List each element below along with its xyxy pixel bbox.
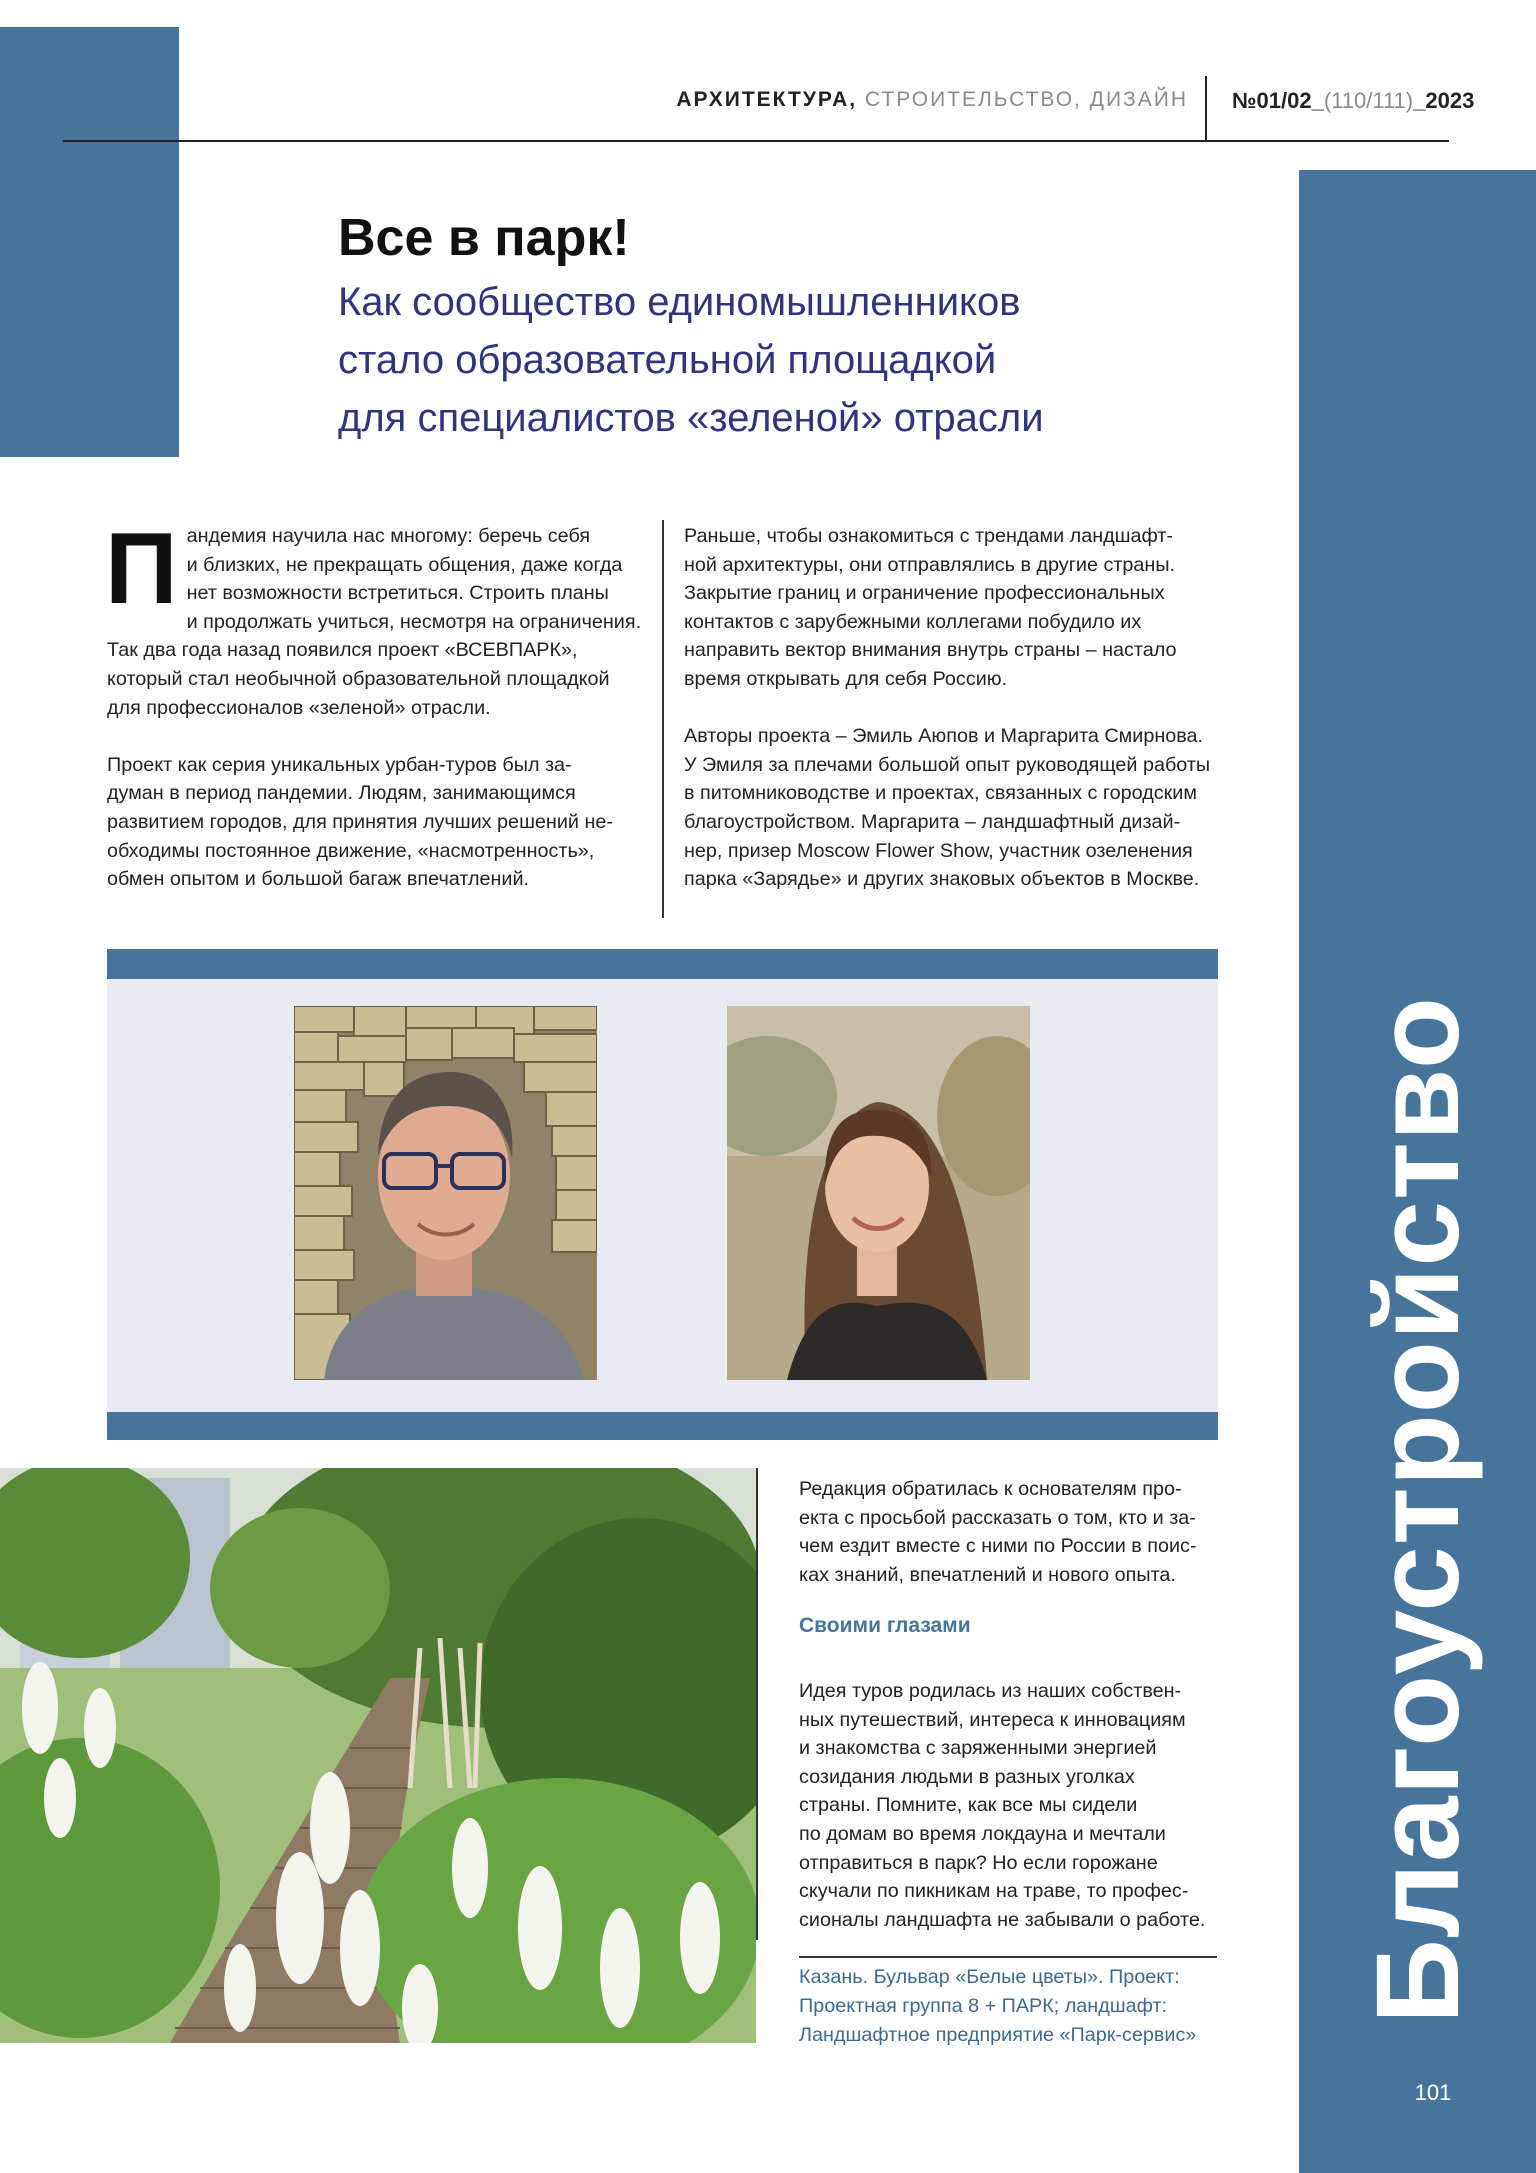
text-line: Проект как серия уникальных урбан-туров был за- <box>107 753 572 776</box>
subtitle-line: для специалистов «зеленой» отрасли <box>338 396 1044 440</box>
text-line: по домам во время локдауна и мечтали <box>799 1822 1166 1845</box>
text-line: думан в период пандемии. Людям, занимающимся <box>107 782 576 805</box>
issue-sep-2: _ <box>1413 88 1426 113</box>
text-line: обходимы постоянное движение, «насмотренность», <box>107 839 595 862</box>
text-line: ных путешествий, интереса к инновациям <box>799 1708 1186 1731</box>
paragraph <box>107 751 647 894</box>
text-line: Редакция обратилась к основателям про- <box>799 1478 1182 1500</box>
rubric-label <box>1299 960 1536 2060</box>
rubric-label-text: Благоустройство <box>1351 996 1484 2024</box>
photo-band-bottom-bar <box>107 1412 1218 1440</box>
intro-text-block <box>799 1475 1229 1589</box>
text-line: сионалы ландшафта не забывали о работе. <box>799 1908 1206 1931</box>
header-rule <box>63 140 1449 142</box>
subtitle-line: Как сообщество единомышленников <box>338 280 1021 324</box>
paragraph <box>799 1475 1229 1589</box>
text-line: и продолжать учиться, несмотря на ограничения. <box>186 610 642 633</box>
text-line: страны. Помните, как все мы сидели <box>799 1794 1138 1817</box>
paragraph <box>799 1677 1229 1934</box>
header-divider <box>1205 76 1207 140</box>
text-line: парка «Зарядье» и других знаковых объектов в Москве. <box>684 868 1200 891</box>
photo-caption <box>799 1963 1229 2050</box>
header-section-secondary: СТРОИТЕЛЬСТВО, ДИЗАЙН <box>857 88 1188 111</box>
text-line: скучали по пикникам на траве, то профес- <box>799 1880 1189 1903</box>
text-line: андемия научила нас многому: беречь себя <box>186 525 591 547</box>
text-line: направить вектор внимания внутрь страны – настало <box>684 639 1177 662</box>
article-subtitle <box>338 273 1238 447</box>
text-line: обмен опытом и большой багаж впечатлений. <box>107 868 530 891</box>
caption-line: Казань. Бульвар «Белые цветы». Проект: <box>799 1966 1180 1988</box>
text-line: нет возможности встретиться. Строить планы <box>186 582 609 605</box>
caption-line: Ландшафтное предприятие «Парк-сервис» <box>799 2024 1197 2046</box>
dropcap: П <box>105 513 178 625</box>
text-line: ках знаний, впечатлений и нового опыта. <box>799 1563 1176 1586</box>
text-line: нер, призер Moscow Flower Show, участник озеленения <box>684 839 1193 862</box>
text-line: в питомниководстве и проектах, связанных с городским <box>684 782 1197 805</box>
portrait-photo-emil <box>294 1006 597 1380</box>
page-number: 101 <box>1414 2080 1452 2105</box>
article-title: Все в парк! <box>338 209 630 267</box>
text-line: чем ездит вместе с ними по России в поис- <box>799 1535 1197 1558</box>
header-section-title <box>640 88 1188 112</box>
issue-year: 2023 <box>1425 88 1475 113</box>
paragraph <box>684 722 1229 894</box>
text-line: Раньше, чтобы ознакомиться с трендами ландшафт- <box>684 525 1174 547</box>
park-photo-kazan <box>0 1468 756 2043</box>
text-line: развитием городов, для принятия лучших решений не- <box>107 810 613 833</box>
text-line: благоустройством. Маргарита – ландшафтный дизай- <box>684 810 1181 833</box>
body-column-left <box>105 513 647 894</box>
text-line: и близких, не прекращать общения, даже когда <box>186 553 623 576</box>
body-text-block <box>799 1677 1229 1934</box>
text-line: созидания людьми в разных уголках <box>799 1765 1135 1788</box>
paragraph <box>684 522 1229 694</box>
portrait-photo-margarita <box>727 1006 1030 1380</box>
text-line: и знакомства с заряженными энергией <box>799 1737 1157 1760</box>
photo-band-top-bar <box>107 949 1218 979</box>
caption-rule <box>799 1956 1217 1958</box>
lower-column-divider <box>756 1468 758 1940</box>
issue-number <box>1232 88 1474 114</box>
header-section-primary: АРХИТЕКТУРА, <box>676 88 858 111</box>
paragraph <box>105 513 647 722</box>
text-line: контактов с зарубежными коллегами побудило их <box>684 610 1142 633</box>
text-line: Закрытие границ и ограничение профессиональных <box>684 582 1165 605</box>
column-divider <box>662 520 664 918</box>
photo-band-background <box>107 979 1218 1412</box>
text-line: ной архитектуры, они отправлялись в другие страны. <box>684 553 1176 576</box>
issue-sep-1: _ <box>1311 88 1324 113</box>
text-line: Так два года назад появился проект «ВСЕВПАРК», <box>107 639 578 662</box>
text-line: Авторы проекта – Эмиль Аюпов и Маргарита Смирнова. <box>684 725 1204 748</box>
text-line: екта с просьбой рассказать о том, кто и за- <box>799 1506 1196 1529</box>
text-line: Идея туров родилась из наших собствен- <box>799 1680 1182 1702</box>
text-line: который стал необычной образовательной площадкой <box>107 667 610 690</box>
text-line: У Эмиля за плечами большой опыт руководящей работы <box>684 753 1211 776</box>
subtitle-line: стало образовательной площадкой <box>338 338 997 382</box>
text-line: отправиться в парк? Но если горожане <box>799 1851 1158 1874</box>
issue-number-main: №01/02 <box>1232 88 1312 113</box>
text-line: для профессионалов «зеленой» отрасли. <box>107 696 491 719</box>
top-left-color-block <box>0 27 179 457</box>
issue-cumulative: (110/111) <box>1323 88 1414 113</box>
body-column-right <box>684 522 1229 894</box>
section-subheading: Своими глазами <box>799 1614 971 1637</box>
caption-line: Проектная группа 8 + ПАРК; ландшафт: <box>799 1995 1168 2017</box>
text-line: время открывать для себя Россию. <box>684 667 1008 690</box>
